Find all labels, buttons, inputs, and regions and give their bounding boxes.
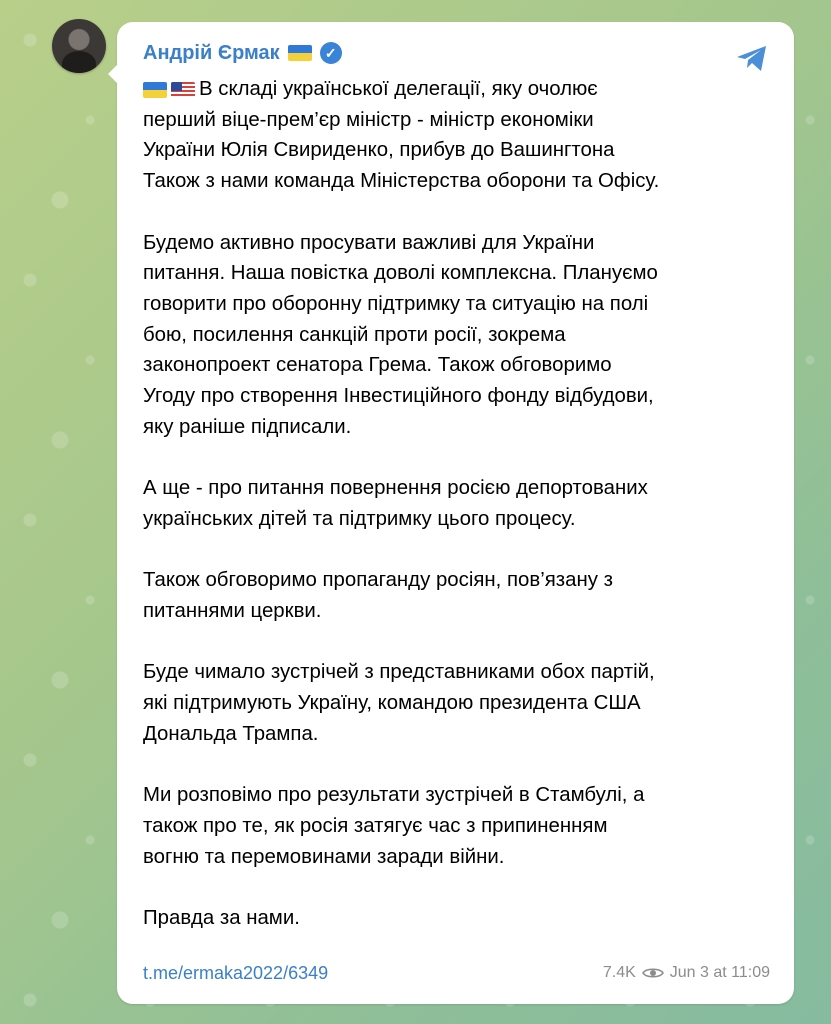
message-line: вогню та перемовинами заради війни.	[143, 845, 505, 868]
message-line: Дональда Трампа.	[143, 722, 319, 745]
message-meta	[603, 964, 770, 982]
message-line: Буде чимало зустрічей з представниками обох партій,	[143, 661, 655, 684]
message-paragraph	[143, 228, 766, 443]
message-line: України Юлія Свириденко, прибув до Вашингтона	[143, 139, 615, 162]
eye-icon	[642, 966, 664, 980]
flag-ua-icon	[288, 45, 312, 61]
message-line: які підтримують Україну, командою президента США	[143, 692, 641, 714]
message-date: Jun 3 at 11:09	[669, 964, 770, 981]
message-footer	[143, 961, 770, 985]
telegram-share-icon[interactable]	[732, 38, 772, 78]
message-paragraph	[143, 657, 766, 749]
message-line: Угоду про створення Інвестиційного фонду відбудови,	[143, 385, 654, 408]
message-bubble	[117, 22, 794, 1004]
message-header	[143, 42, 766, 64]
post-link[interactable]: t.me/ermaka2022/6349	[143, 962, 329, 983]
views-count: 7.4K	[602, 964, 636, 981]
message-paragraph	[143, 565, 766, 626]
message-line: Ми розповімо про результати зустрічей в Стамбулі, а	[143, 784, 645, 807]
message-line: питання. Наша повістка доволі комплексна. Плануємо	[143, 262, 658, 285]
flag-us-icon	[171, 82, 195, 98]
message-line: законопроект сенатора Грема. Також обговоримо	[143, 354, 612, 377]
author-name[interactable]: Андрій Єрмак	[143, 42, 280, 64]
channel-avatar[interactable]	[52, 19, 106, 73]
message-paragraph	[143, 473, 766, 534]
message-line: яку раніше підписали.	[143, 415, 352, 438]
message-line	[143, 74, 766, 105]
message-line: також про те, як росія затягує час з припиненням	[143, 814, 608, 837]
message-line: питаннями церкви.	[143, 599, 322, 622]
message-line: Будемо активно просувати важливі для України	[143, 231, 595, 254]
verified-badge-icon: ✓	[320, 42, 342, 64]
message-line: Також з нами команда Міністерства оборони та Офісу.	[143, 170, 660, 193]
message-text	[143, 74, 766, 934]
message-line: говорити про оборонну підтримку та ситуацію на полі	[143, 292, 649, 315]
message-paragraph	[143, 780, 766, 872]
message-line: бою, посилення санкцій проти росії, зокрема	[143, 323, 566, 346]
message-line: перший віце-прем’єр міністр - міністр економіки	[143, 108, 594, 131]
message-line: Правда за нами.	[143, 906, 300, 929]
message-line: українських дітей та підтримку цього процесу.	[143, 507, 576, 530]
message-paragraph	[143, 74, 766, 197]
message-line: Також обговоримо пропаганду росіян, пов’язану з	[143, 569, 613, 592]
message-paragraph	[143, 903, 766, 934]
flag-ua-icon	[143, 82, 167, 98]
message-line-text: В складі української делегації, яку очолює	[199, 78, 598, 100]
message-line: А ще - про питання повернення росією депортованих	[143, 477, 648, 500]
